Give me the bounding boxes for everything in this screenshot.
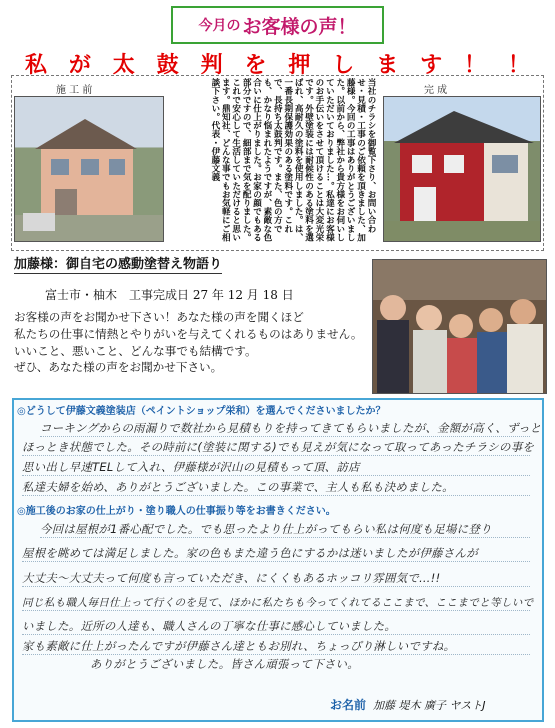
answer-1-line: 私達夫婦を始め、ありがとうございました。この事業で、主人も私も決めました。 — [22, 479, 530, 496]
after-label: 完 成 — [424, 85, 448, 96]
banner-char: が — [68, 53, 91, 78]
banner-char: ！ — [507, 53, 530, 78]
answer-1-line: コーキングからの雨漏りで数社から見積もりを持ってきてもらいましたが、金額が高く、ずっと — [40, 421, 542, 435]
page-header-box — [171, 6, 384, 44]
banner-char: 鼓 — [156, 53, 179, 78]
banner-char: 押 — [288, 53, 311, 78]
question-2-header: ◎施工後のお家の仕上がり・塗り職人の仕事振り等をお書きください。 — [17, 506, 336, 517]
banner-char: す — [420, 53, 443, 78]
header-title-small: 今月の — [198, 18, 241, 34]
answer-2-line: 家も素敵に仕上がったんですが伊藤さん達ともお別れ、ちょっぴり淋しいですね。 — [22, 638, 530, 655]
banner-char: ま — [376, 53, 399, 78]
answer-2-line: 屋根を眺めては満足しました。家の色もまた違う色にするかは迷いましたが伊藤さんが — [22, 545, 530, 562]
banner-char: 判 — [200, 53, 223, 78]
answer-2-line: ありがとうございました。皆さん頑張って下さい。 — [90, 657, 359, 671]
before-label: 施 工 前 — [56, 85, 93, 96]
before-house-photo — [14, 96, 164, 242]
guarantee-banner — [0, 48, 555, 78]
intro-line: 私たちの仕事に情熱とやりがいを与えてくれるものはありません。 — [14, 326, 363, 341]
section-title: 加藤様：御自宅の感動塗替え物語り — [14, 253, 222, 274]
after-house-photo — [383, 96, 541, 242]
intro-line: いいこと、悪いこと、どんな事でも結構です。 — [14, 343, 257, 358]
answer-2-line: いました。近所の人達も、職人さんの丁寧な仕事に感心していました。 — [22, 618, 530, 635]
header-title-large: お客様の声！ — [242, 15, 357, 38]
location-date-line: 富士市・柚木 工事完成日 27 年 12 月 18 日 — [45, 288, 294, 302]
banner-char: を — [244, 53, 267, 78]
banner-char: し — [332, 53, 355, 78]
banner-char: 私 — [24, 53, 47, 78]
intro-text — [14, 309, 369, 376]
banner-char: 太 — [112, 53, 135, 78]
customer-group-photo — [372, 259, 547, 394]
answer-1-line: ほっとき状態でした。その時前に(塗装に関する)でも見えが気になって取ってあったチラシの事を — [22, 440, 535, 454]
company-statement: 当社のチラシを御覧下さり、お問い合わせ・見積・工事のご依頼を頂きました、加藤様。今回の工事はありがとうございました。以前から、弊社から貴方様をお伺いしていただいておりました…。私達にお客様のお手伝いをさせて頂けることは大変光栄です。外壁塗装には耐候性のある塗料を選ばれ、高耐久の塗料を使用しました。は、一番長期保護効果のある塗料です。これで、長持ち太鼓判です。また、色の方でも、かなり悩まれたようですが、素敵な色合いに仕上がりました。お家の顔でもある部分ですので、細部まで気を配りました。これで安心して生活していただけると思います。鼎知社、どんな事でもお気軽にご相談下さい。代表・伊藤文義 — [209, 78, 376, 242]
answer-2-line: 今回は屋根が1番心配でした。でも思ったより仕上がってもらい私は何度も足場に登り — [40, 521, 530, 538]
question-1-header: ◎どうして伊藤文義塗装店（ペイントショップ栄和）を選んでくださいましたか？ — [17, 406, 386, 417]
customer-name-label: お名前 — [330, 698, 367, 712]
answer-2-line: 同じ私も職人毎日仕上って行くのを見て、ほかに私たちも今ってくれてるここまで、ここまでと等しいで — [22, 597, 534, 609]
customer-name-value: 加藤 堤木 廣子 ヤストJ — [373, 699, 486, 712]
banner-char: ！ — [464, 53, 487, 78]
intro-line: お客様の声をお聞かせ下さい！あなた様の声を聞くほど — [14, 310, 304, 324]
answer-2-line: 大丈夫〜大丈夫って何度も言っていただき、にくくもあるホッコリ雰囲気で…!! — [22, 570, 530, 587]
answer-1-line: 思い出し早速TELして入れ、伊藤様が沢山の見積もって頂、訪店 — [22, 459, 530, 476]
intro-line: ぜひ、あなた様の声をお聞かせ下さい。 — [14, 360, 223, 375]
